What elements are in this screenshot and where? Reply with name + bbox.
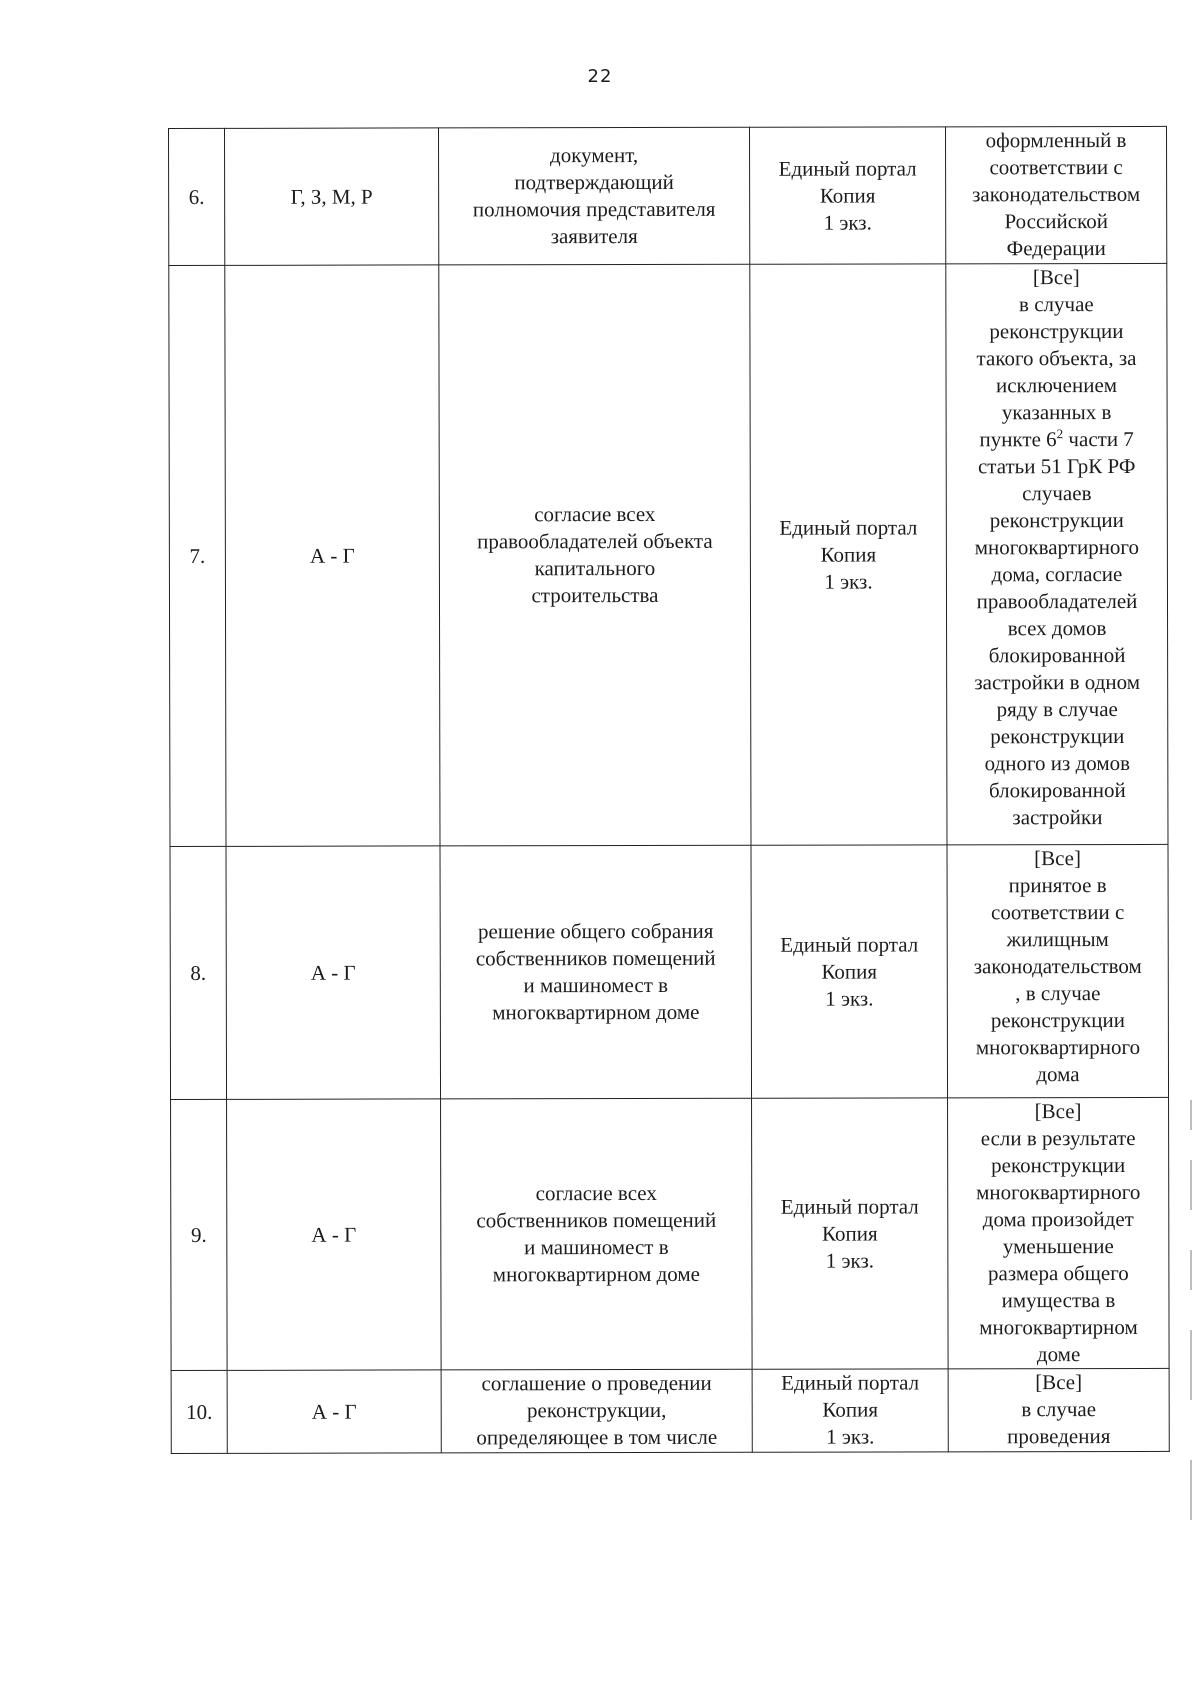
delivery-method-cell-line: Единый портал xyxy=(781,1370,920,1395)
condition-note-cell-line: доме xyxy=(1036,1342,1081,1367)
document-name-cell-line: и машиномест в xyxy=(524,1234,669,1260)
delivery-method-cell-line: Единый портал xyxy=(780,931,919,957)
condition-note-cell-line: в случае xyxy=(1019,292,1094,317)
condition-note-cell xyxy=(946,263,1168,844)
condition-note-cell-line: указанных в xyxy=(1001,400,1112,425)
condition-note-cell-line: уменьшение xyxy=(1002,1234,1114,1259)
delivery-method-cell-line: Копия xyxy=(821,1221,878,1246)
document-name-cell-line: строительства xyxy=(531,582,659,608)
condition-note-cell-line: статьи 51 ГрК РФ xyxy=(977,453,1136,479)
table-row xyxy=(169,263,1168,846)
condition-note-cell-line: правообладателей xyxy=(976,588,1138,614)
scan-edge-mark xyxy=(1190,1160,1192,1210)
delivery-method-cell-line: Копия xyxy=(821,959,878,984)
applicant-categories-cell: А - Г xyxy=(226,846,441,1099)
condition-note-cell-line: законодательством xyxy=(972,181,1141,207)
document-name-cell-line: документ, xyxy=(550,143,639,168)
condition-note-cell-line: проведения xyxy=(1007,1424,1111,1449)
condition-note-cell-line: [Все] xyxy=(1034,1099,1082,1124)
delivery-method-cell xyxy=(752,1098,949,1369)
row-number-cell: 9. xyxy=(171,1099,228,1370)
condition-note-cell-line: многоквартирного xyxy=(975,1034,1141,1060)
condition-note-cell-line: одного из домов xyxy=(984,750,1131,776)
condition-note-cell-line: пункте $6^2$ части 7 xyxy=(979,426,1134,452)
condition-note-cell-line: соответствии с xyxy=(990,899,1125,925)
applicant-categories-cell: А - Г xyxy=(227,1370,441,1453)
condition-note-cell-line: имущества в xyxy=(1001,1288,1116,1313)
condition-note-cell-line: многоквартирного xyxy=(974,534,1140,560)
condition-note-cell-line: многоквартирном xyxy=(979,1314,1138,1340)
condition-note-cell-line: дома произойдет xyxy=(982,1206,1134,1232)
condition-note-cell-line: многоквартирного xyxy=(976,1179,1141,1205)
table-row xyxy=(170,844,1169,1099)
row-number-cell: 8. xyxy=(170,846,227,1099)
delivery-method-cell-line: 1 экз. xyxy=(823,210,872,235)
delivery-method-cell xyxy=(751,845,948,1098)
delivery-method-cell-line: Копия xyxy=(820,542,877,567)
condition-note-cell-line: блокированной xyxy=(988,642,1126,668)
delivery-method-cell-line: Копия xyxy=(819,183,876,208)
condition-note-cell-line: реконструкции xyxy=(989,318,1124,344)
document-name-cell-line: решение общего собрания xyxy=(477,918,714,944)
table-row xyxy=(171,1097,1170,1370)
applicant-categories-cell: А - Г xyxy=(225,265,440,846)
document-name-cell-line: подтверждающий xyxy=(514,169,674,195)
condition-note-cell-line: оформленный в xyxy=(985,127,1127,153)
condition-note-cell-line: застройки xyxy=(1012,805,1103,830)
condition-note-cell-line: исключением xyxy=(995,373,1118,398)
delivery-method-cell xyxy=(749,127,945,264)
delivery-method-cell-line: 1 экз. xyxy=(824,569,873,594)
row-number-cell: 10. xyxy=(171,1370,227,1453)
document-name-cell-line: полномочия представителя xyxy=(472,196,716,222)
condition-note-cell-line: всех домов xyxy=(1007,616,1107,641)
document-name-cell-line: согласие всех xyxy=(534,501,656,527)
delivery-method-cell xyxy=(752,1369,948,1452)
document-name-cell-line: собственников помещений xyxy=(475,945,716,971)
condition-note-cell xyxy=(945,126,1166,263)
condition-note-cell-line: в случае xyxy=(1021,1397,1097,1422)
document-name-cell xyxy=(441,1098,753,1370)
document-name-cell-line: заявителя xyxy=(550,224,638,249)
condition-note-cell xyxy=(948,1097,1170,1368)
document-name-cell-line: собственников помещений xyxy=(476,1207,717,1233)
condition-note-cell-line: реконструкции xyxy=(990,1007,1125,1033)
condition-note-cell xyxy=(947,844,1169,1097)
document-name-cell-line: многоквартирном доме xyxy=(492,1261,701,1287)
document-name-cell-line: многоквартирном доме xyxy=(492,999,700,1025)
table-row xyxy=(171,1368,1169,1453)
page-number: 22 xyxy=(587,66,613,87)
delivery-method-cell-line: 1 экз. xyxy=(825,1248,875,1273)
condition-note-cell-line: дома, согласие xyxy=(991,562,1123,587)
condition-note-cell-line: , в случае xyxy=(1015,981,1101,1006)
delivery-method-cell-line: 1 экз. xyxy=(825,986,874,1011)
condition-note-cell-line: реконструкции xyxy=(989,507,1124,533)
delivery-method-cell-line: 1 экз. xyxy=(826,1424,875,1449)
condition-note-cell-line: ряду в случае xyxy=(996,697,1118,722)
row-number-cell: 7. xyxy=(169,265,226,846)
document-name-cell xyxy=(440,845,752,1099)
document-name-cell-line: и машиномест в xyxy=(523,972,669,998)
document-name-cell-line: определяющее в том числе xyxy=(476,1424,718,1450)
scan-edge-mark xyxy=(1190,1100,1192,1130)
delivery-method-cell-line: Копия xyxy=(822,1397,879,1422)
document-name-cell-line: согласие всех xyxy=(535,1180,657,1206)
condition-note-cell-line: реконструкции xyxy=(991,1152,1126,1178)
condition-note-cell-line: [Все] xyxy=(1035,1370,1083,1395)
condition-note-cell-line: законодательством xyxy=(973,953,1142,979)
condition-note-cell-line: [Все] xyxy=(1034,846,1082,871)
scan-edge-mark xyxy=(1190,1460,1192,1520)
row-number-cell: 6. xyxy=(169,128,225,265)
scan-edge-mark xyxy=(1190,1330,1192,1400)
condition-note-cell-line: [Все] xyxy=(1032,265,1080,290)
document-name-cell xyxy=(439,127,750,265)
document-name-cell-line: правообладателей объекта xyxy=(477,528,713,554)
condition-note-cell-line: принятое в xyxy=(1008,873,1107,898)
table-row xyxy=(169,126,1167,265)
documents-table xyxy=(168,126,1170,1454)
condition-note-cell-line: жилищным xyxy=(1006,927,1109,952)
delivery-method-cell-line: Единый портал xyxy=(780,1193,919,1219)
condition-note-cell-line: если в результате xyxy=(980,1125,1136,1151)
applicant-categories-cell: А - Г xyxy=(227,1099,442,1370)
document-name-cell-line: соглашение о проведении xyxy=(481,1370,712,1396)
condition-note-cell-line: реконструкции xyxy=(990,723,1125,749)
condition-note-cell-line: Российской xyxy=(1004,209,1108,234)
condition-note-cell-line: блокированной xyxy=(988,777,1126,803)
condition-note-cell-line: случаев xyxy=(1022,481,1092,506)
condition-note-cell-line: дома xyxy=(1036,1062,1080,1087)
documents-table-body xyxy=(169,126,1170,1453)
condition-note-cell-line: размера общего xyxy=(987,1260,1129,1286)
condition-note-cell-line: такого объекта, за xyxy=(976,345,1137,371)
applicant-categories-cell: Г, З, М, Р xyxy=(225,128,439,265)
delivery-method-cell xyxy=(750,264,947,845)
delivery-method-cell-line: Единый портал xyxy=(779,514,918,540)
delivery-method-cell-line: Единый портал xyxy=(778,155,917,181)
document-name-cell xyxy=(439,264,751,846)
condition-note-cell-line: застройки в одном xyxy=(974,669,1141,695)
condition-note-cell-line: соответствии с xyxy=(989,155,1123,180)
condition-note-cell-line: Федерации xyxy=(1006,236,1106,261)
scan-edge-mark xyxy=(1190,1250,1192,1290)
document-name-cell xyxy=(441,1369,752,1453)
condition-note-cell xyxy=(948,1368,1169,1451)
document-name-cell-line: реконструкции, xyxy=(526,1397,667,1423)
document-name-cell-line: капитального xyxy=(534,555,656,581)
